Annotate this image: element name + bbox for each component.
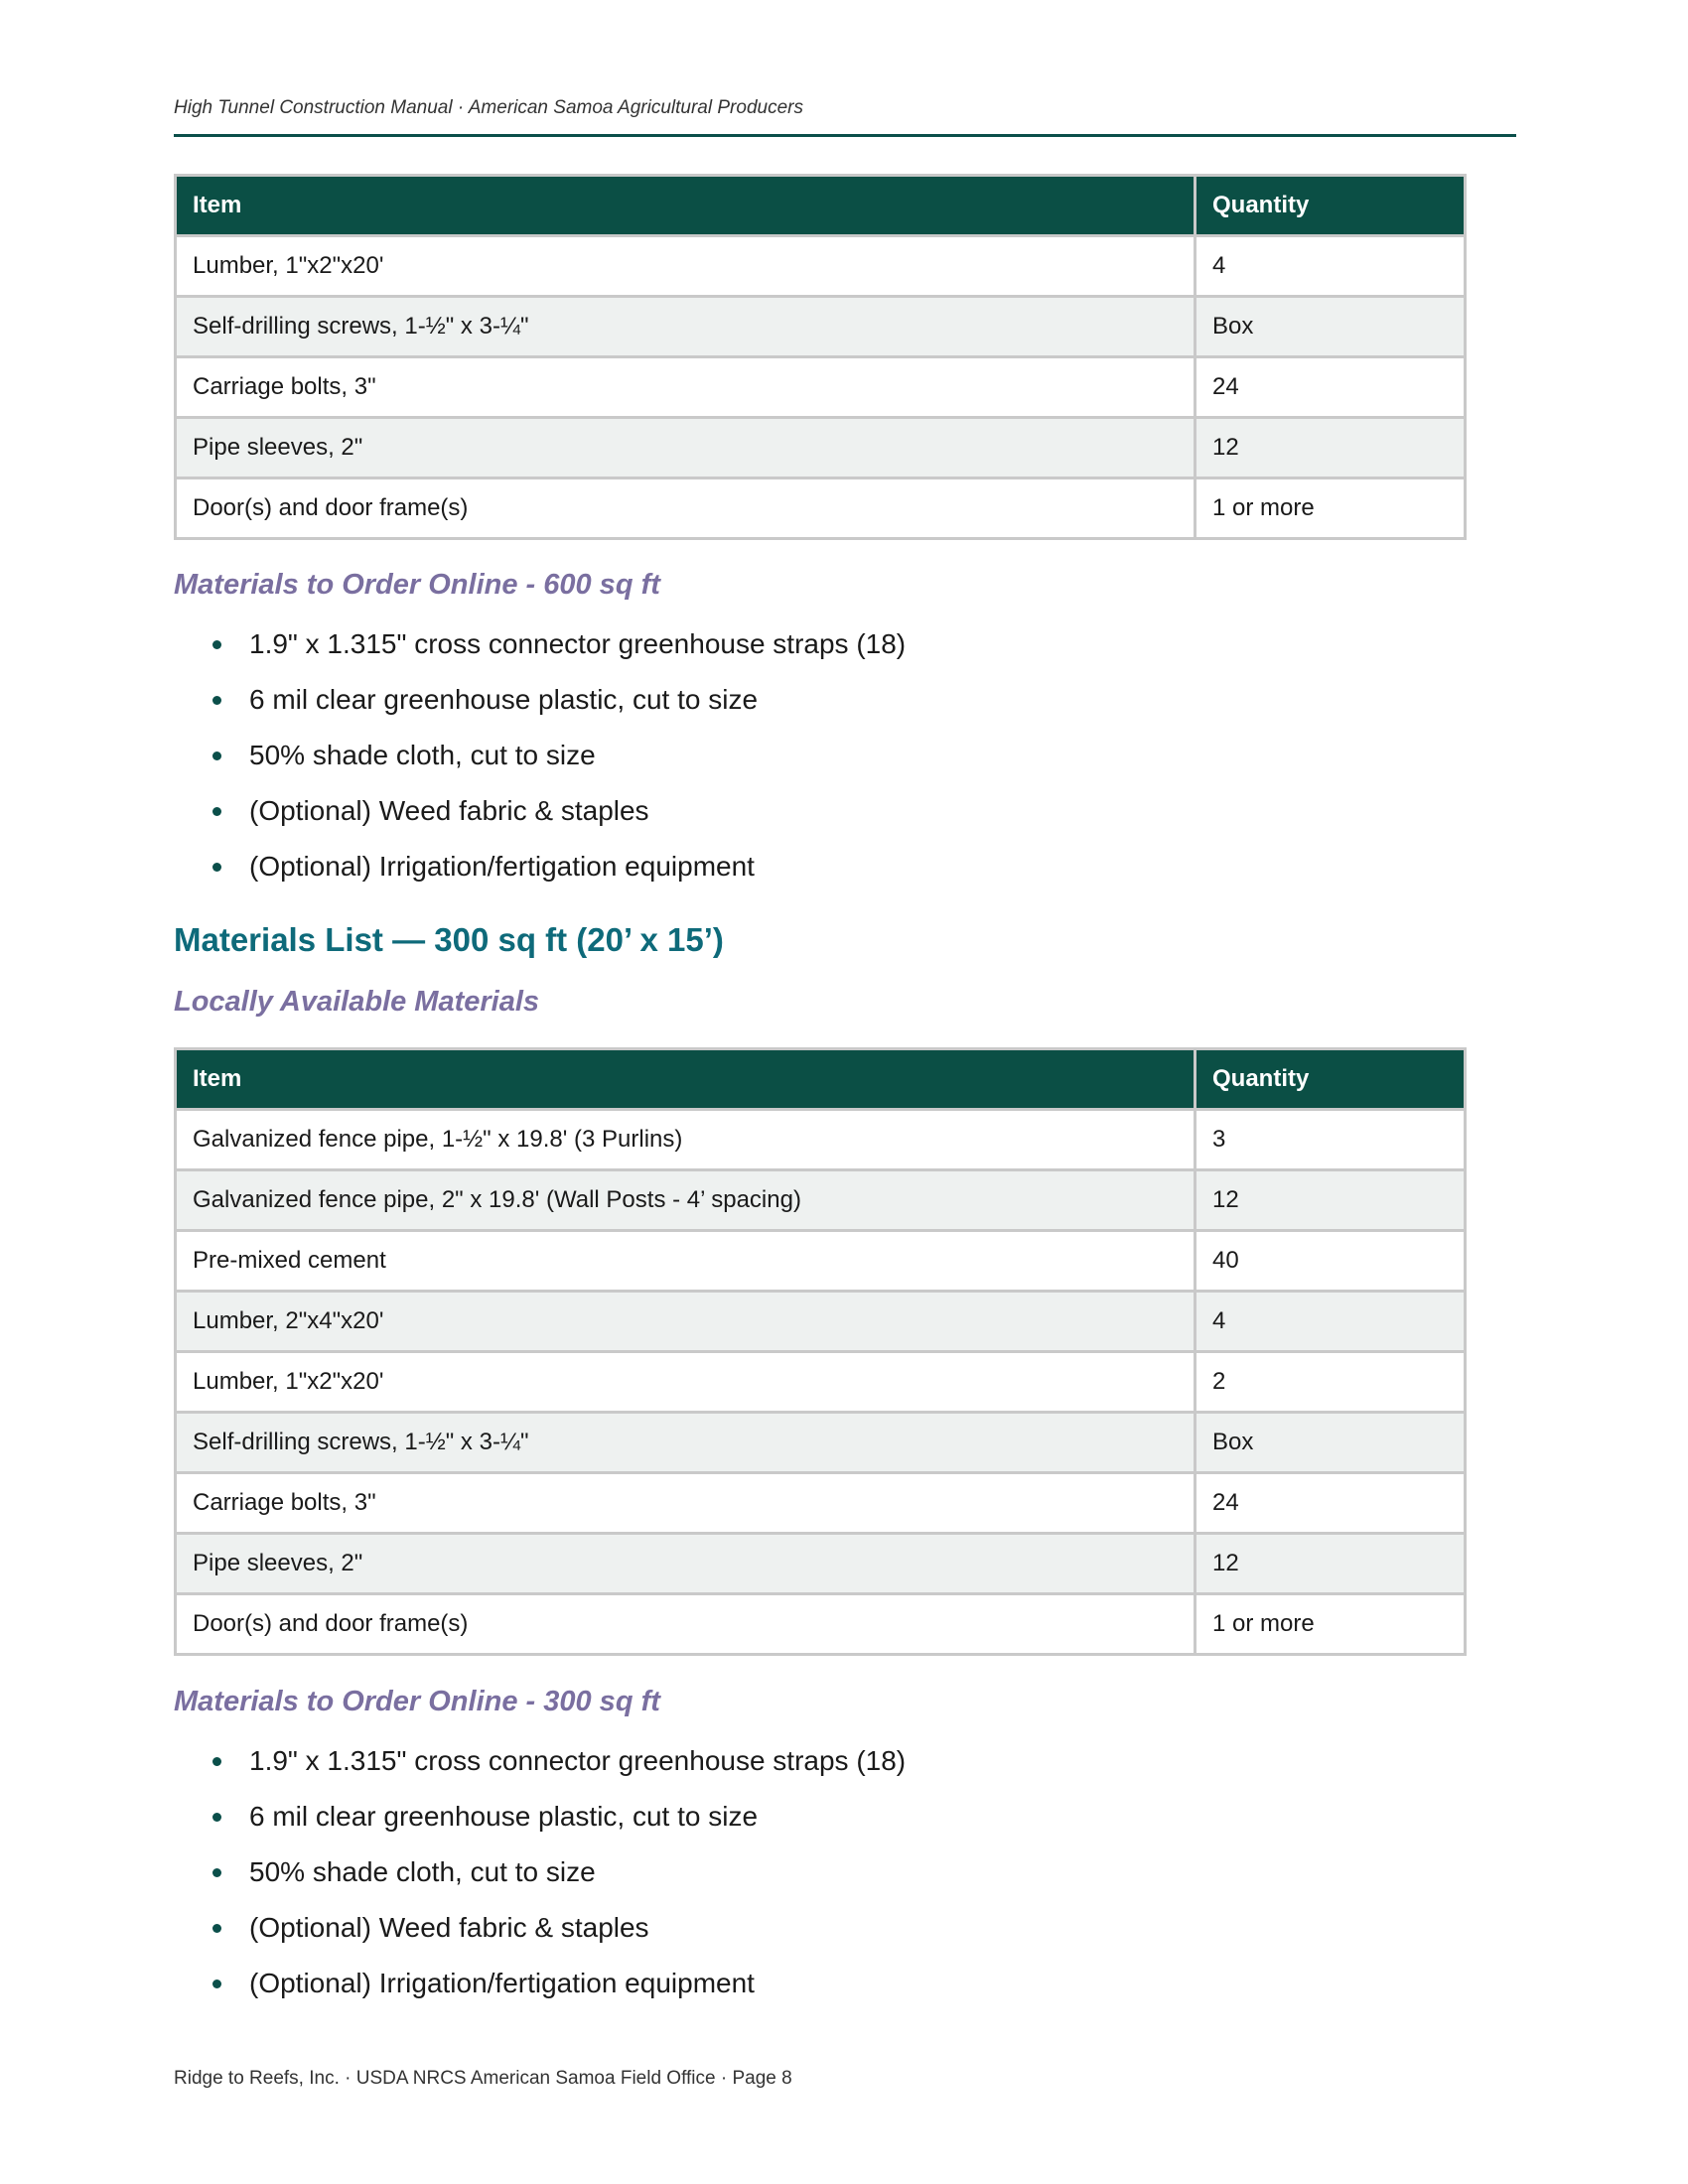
item-cell: Lumber, 2"x4"x20' [176,1292,1196,1352]
quantity-cell: 24 [1196,1473,1466,1534]
bullet-icon [212,1813,221,1822]
column-header-item: Item [176,1049,1196,1110]
page-footer: Ridge to Reefs, Inc. · USDA NRCS American Samoa Field Office · Page 8 [174,2068,792,2089]
running-header: High Tunnel Construction Manual · American Samoa Agricultural Producers [174,97,803,118]
table-header-row [176,1049,1466,1110]
list-item-text: (Optional) Weed fabric & staples [249,795,649,826]
quantity-cell: 1 or more [1196,1594,1466,1655]
table-row [176,1292,1466,1352]
table-row [176,418,1466,478]
list-item-text: 50% shade cloth, cut to size [249,740,596,770]
bullet-icon [212,1924,221,1933]
table-header-row [176,176,1466,236]
quantity-cell: Box [1196,297,1466,357]
column-header-quantity: Quantity [1196,1049,1466,1110]
quantity-cell: 2 [1196,1352,1466,1413]
item-cell: Door(s) and door frame(s) [176,1594,1196,1655]
bullet-icon [212,1979,221,1988]
table-row [176,1231,1466,1292]
item-cell: Self-drilling screws, 1-½" x 3-¼" [176,297,1196,357]
list-item [174,1854,906,1910]
materials-table-300 [174,1047,1467,1656]
bullet-icon [212,751,221,760]
online-materials-heading-300: Materials to Order Online - 300 sq ft [174,1686,660,1717]
item-cell: Door(s) and door frame(s) [176,478,1196,539]
bullet-icon [212,696,221,705]
list-item-text: (Optional) Irrigation/fertigation equipment [249,1968,755,1998]
list-item [174,626,906,682]
list-item-text: 6 mil clear greenhouse plastic, cut to size [249,1801,759,1832]
local-materials-heading: Locally Available Materials [174,986,540,1018]
quantity-cell: 12 [1196,1170,1466,1231]
list-item [174,1910,906,1966]
list-item-text: 50% shade cloth, cut to size [249,1856,596,1887]
table-row [176,236,1466,297]
bullet-icon [212,807,221,816]
list-item [174,1966,906,2021]
quantity-cell: 24 [1196,357,1466,418]
item-cell: Self-drilling screws, 1-½" x 3-¼" [176,1413,1196,1473]
list-item-text: 1.9" x 1.315" cross connector greenhouse straps (18) [249,628,907,659]
online-materials-heading-600: Materials to Order Online - 600 sq ft [174,569,660,601]
quantity-cell: 40 [1196,1231,1466,1292]
list-item [174,738,906,793]
table-row [176,1413,1466,1473]
table-row [176,1534,1466,1594]
table-row [176,1352,1466,1413]
quantity-cell: 3 [1196,1110,1466,1170]
quantity-cell: 4 [1196,236,1466,297]
section-title-300: Materials List — 300 sq ft (20’ x 15’) [174,921,724,958]
quantity-cell: 1 or more [1196,478,1466,539]
bullet-icon [212,1757,221,1766]
item-cell: Pre-mixed cement [176,1231,1196,1292]
list-item [174,1799,906,1854]
item-cell: Pipe sleeves, 2" [176,1534,1196,1594]
quantity-cell: 12 [1196,418,1466,478]
list-item [174,1743,906,1799]
materials-table-600 [174,174,1467,540]
quantity-cell: 4 [1196,1292,1466,1352]
bullet-icon [212,1868,221,1877]
list-item [174,682,906,738]
list-item-text: (Optional) Weed fabric & staples [249,1912,649,1943]
item-cell: Galvanized fence pipe, 2" x 19.8' (Wall Posts - 4’ spacing) [176,1170,1196,1231]
bullet-icon [212,640,221,649]
table-row [176,1170,1466,1231]
table-row [176,297,1466,357]
item-cell: Galvanized fence pipe, 1-½" x 19.8' (3 Purlins) [176,1110,1196,1170]
item-cell: Pipe sleeves, 2" [176,418,1196,478]
item-cell: Lumber, 1"x2"x20' [176,236,1196,297]
item-cell: Carriage bolts, 3" [176,1473,1196,1534]
list-item [174,793,906,849]
header-rule [174,134,1516,137]
table-row [176,1473,1466,1534]
item-cell: Lumber, 1"x2"x20' [176,1352,1196,1413]
column-header-quantity: Quantity [1196,176,1466,236]
column-header-item: Item [176,176,1196,236]
list-item-text: (Optional) Irrigation/fertigation equipment [249,851,755,882]
online-materials-list-600 [174,626,906,904]
list-item [174,849,906,904]
quantity-cell: 12 [1196,1534,1466,1594]
online-materials-list-300 [174,1743,906,2021]
table-row [176,357,1466,418]
table-row [176,478,1466,539]
list-item-text: 6 mil clear greenhouse plastic, cut to size [249,684,759,715]
table-row [176,1594,1466,1655]
bullet-icon [212,863,221,872]
quantity-cell: Box [1196,1413,1466,1473]
list-item-text: 1.9" x 1.315" cross connector greenhouse straps (18) [249,1745,907,1776]
item-cell: Carriage bolts, 3" [176,357,1196,418]
table-row [176,1110,1466,1170]
